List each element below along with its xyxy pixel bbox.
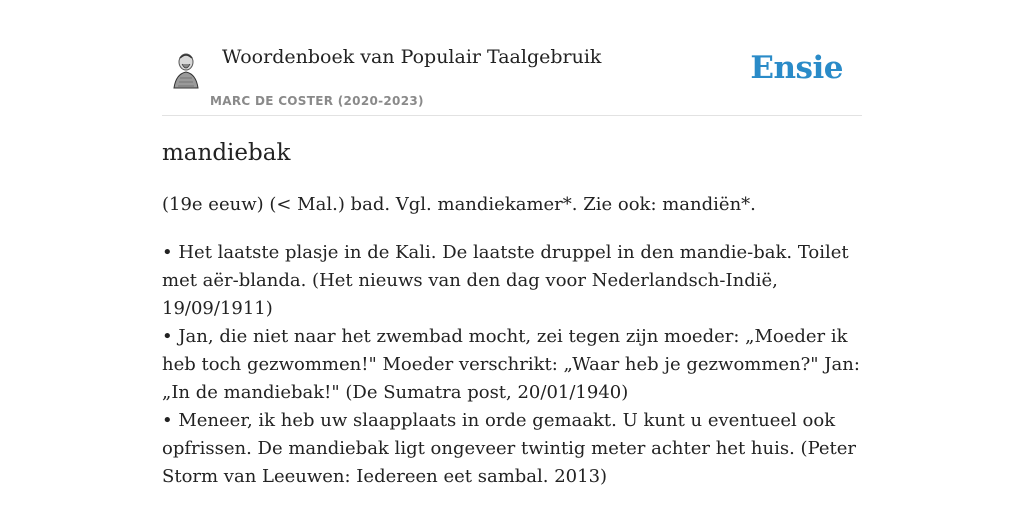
quote-item: • Jan, die niet naar het zwembad mocht, zei tegen zijn moeder: „Moeder ik heb toch gezwommen!" Moeder verschrikt: „Waar heb je gezwommen?" Jan: „In de mandiebak!" (De Sumatra post, 20/01/1940) [162,326,860,403]
brand-logo[interactable]: Ensie [750,50,843,86]
portrait-engraving-icon[interactable] [170,50,202,90]
site-author: MARC DE COSTER (2020-2023) [210,94,424,108]
quote-item: • Meneer, ik heb uw slaapplaats in orde gemaakt. U kunt u eventueel ook opfrissen. De mandiebak ligt ongeveer twintig meter achter het huis. (Peter Storm van Leeuwen: Iedereen eet sambal. 2013) [162,410,857,487]
header [162,0,862,116]
site-title[interactable]: Woordenboek van Populair Taalgebruik [222,46,602,68]
quote-item: • Het laatste plasje in de Kali. De laatste druppel in den mandie-bak. Toilet met aër-blanda. (Het nieuws van den dag voor Nederlandsch-Indië, 19/09/1911) [162,242,849,319]
quote-list [162,239,864,491]
entry-definition: (19e eeuw) (< Mal.) bad. Vgl. mandiekamer*. Zie ook: mandiën*. [162,194,756,215]
article-page [162,0,862,487]
entry-title: mandiebak [162,140,291,166]
